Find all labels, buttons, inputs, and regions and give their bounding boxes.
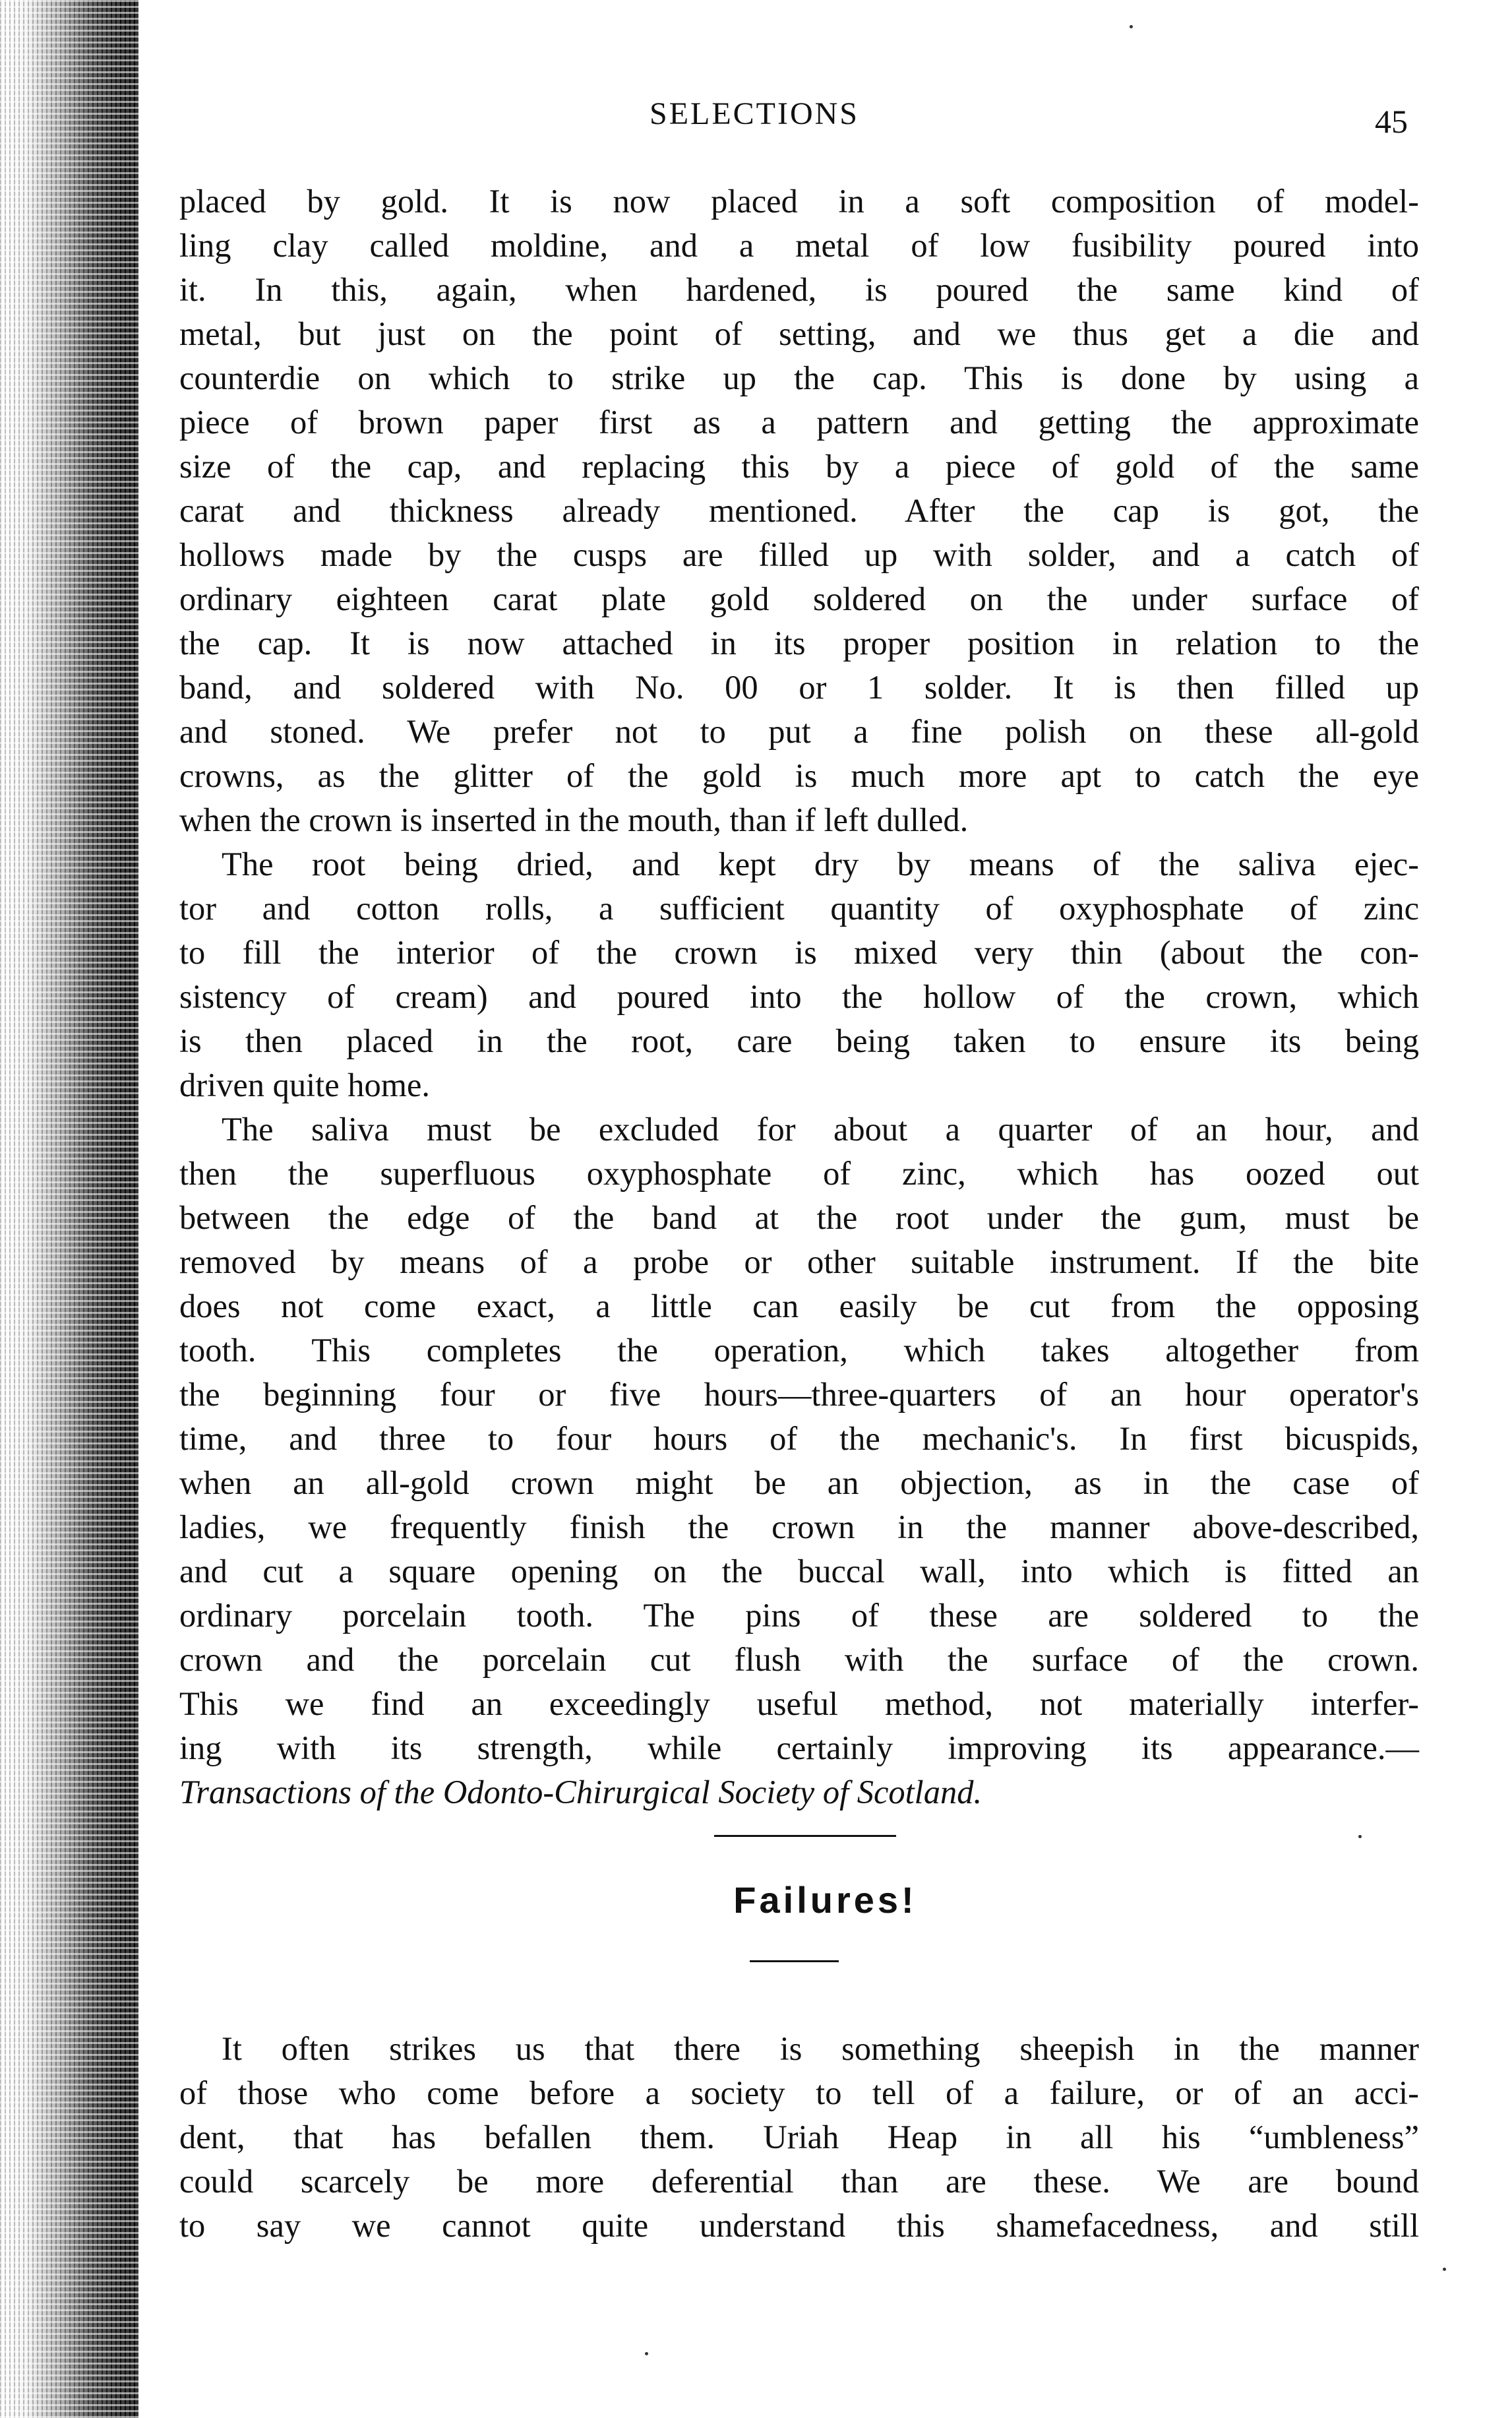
text-line: ing with its strength, while certainly improving its appearance.— bbox=[179, 1729, 1419, 1766]
text-line: the beginning four or five hours—three-quarters of an hour operator's bbox=[179, 1376, 1419, 1413]
text-line: and stoned. We prefer not to put a fine polish on these all-gold bbox=[179, 713, 1419, 750]
text-line: crown and the porcelain cut flush with the surface of the crown. bbox=[179, 1641, 1419, 1678]
text-line: ordinary eighteen carat plate gold soldered on the under surface of bbox=[179, 580, 1419, 617]
text-line: does not come exact, a little can easily be cut from the opposing bbox=[179, 1287, 1419, 1324]
text-line: It often strikes us that there is something sheepish in the manner bbox=[222, 2030, 1419, 2067]
text-line: then the superfluous oxyphosphate of zinc, which has oozed out bbox=[179, 1155, 1419, 1192]
text-line: and cut a square opening on the buccal wall, into which is fitted an bbox=[179, 1553, 1419, 1590]
text-line: The saliva must be excluded for about a quarter of an hour, and bbox=[222, 1111, 1419, 1148]
source-citation: Transactions of the Odonto-Chirurgical Society of Scotland. bbox=[179, 1774, 983, 1811]
section-paragraph bbox=[179, 2027, 1419, 2248]
text-line: crowns, as the glitter of the gold is much more apt to catch the eye bbox=[179, 757, 1419, 794]
text-line: is then placed in the root, care being taken to ensure its being bbox=[179, 1022, 1419, 1059]
text-line: to fill the interior of the crown is mixed very thin (about the con- bbox=[179, 934, 1419, 971]
text-line: placed by gold. It is now placed in a soft composition of model- bbox=[179, 183, 1419, 220]
section-heading: Failures! bbox=[733, 1879, 917, 1921]
print-speck bbox=[645, 2352, 648, 2355]
text-line: metal, but just on the point of setting, and we thus get a die and bbox=[179, 315, 1419, 352]
text-line: ling clay called moldine, and a metal of low fusibility poured into bbox=[179, 227, 1419, 264]
text-line: tooth. This completes the operation, which takes altogether from bbox=[179, 1332, 1419, 1369]
text-line: the cap. It is now attached in its proper position in relation to the bbox=[179, 625, 1419, 662]
text-line: between the edge of the band at the root under the gum, must be bbox=[179, 1199, 1419, 1236]
text-line: it. In this, again, when hardened, is poured the same kind of bbox=[179, 271, 1419, 308]
text-line: time, and three to four hours of the mechanic's. In first bicuspids, bbox=[179, 1420, 1419, 1457]
text-line: to say we cannot quite understand this shamefacedness, and still bbox=[179, 2207, 1419, 2244]
text-line: piece of brown paper first as a pattern and getting the approximate bbox=[179, 404, 1419, 441]
text-line: ordinary porcelain tooth. The pins of these are soldered to the bbox=[179, 1597, 1419, 1634]
text-line: removed by means of a probe or other suitable instrument. If the bite bbox=[179, 1243, 1419, 1280]
text-line: of those who come before a society to tell of a failure, or of an acci- bbox=[179, 2074, 1419, 2111]
paragraph-continued bbox=[179, 179, 1419, 1814]
text-line: carat and thickness already mentioned. After the cap is got, the bbox=[179, 492, 1419, 529]
book-binding-edge bbox=[0, 0, 138, 2418]
print-speck bbox=[1130, 25, 1133, 28]
heading-underline bbox=[750, 1960, 839, 1962]
page-number: 45 bbox=[1375, 103, 1408, 140]
text-line: hollows made by the cusps are filled up with solder, and a catch of bbox=[179, 536, 1419, 573]
text-line: could scarcely be more deferential than are these. We are bound bbox=[179, 2163, 1419, 2200]
text-line: size of the cap, and replacing this by a piece of gold of the same bbox=[179, 448, 1419, 485]
text-line: ladies, we frequently finish the crown in the manner above-described, bbox=[179, 1508, 1419, 1545]
text-line: band, and soldered with No. 00 or 1 solder. It is then filled up bbox=[179, 669, 1419, 706]
text-line: when the crown is inserted in the mouth, than if left dulled. bbox=[179, 801, 969, 838]
running-title: SELECTIONS bbox=[650, 96, 859, 131]
text-line: driven quite home. bbox=[179, 1067, 431, 1103]
section-divider bbox=[714, 1835, 896, 1837]
text-line: dent, that has befallen them. Uriah Heap in all his “umbleness” bbox=[179, 2119, 1419, 2155]
text-line: tor and cotton rolls, a sufficient quantity of oxyphosphate of zinc bbox=[179, 890, 1419, 927]
text-line: counterdie on which to strike up the cap. This is done by using a bbox=[179, 359, 1419, 396]
text-line: sistency of cream) and poured into the hollow of the crown, which bbox=[179, 978, 1419, 1015]
text-line: when an all-gold crown might be an objection, as in the case of bbox=[179, 1464, 1419, 1501]
text-line: The root being dried, and kept dry by means of the saliva ejec- bbox=[222, 846, 1419, 883]
text-line: This we find an exceedingly useful method, not materially interfer- bbox=[179, 1685, 1419, 1722]
print-speck bbox=[1443, 2268, 1446, 2271]
print-speck bbox=[1358, 1835, 1362, 1838]
